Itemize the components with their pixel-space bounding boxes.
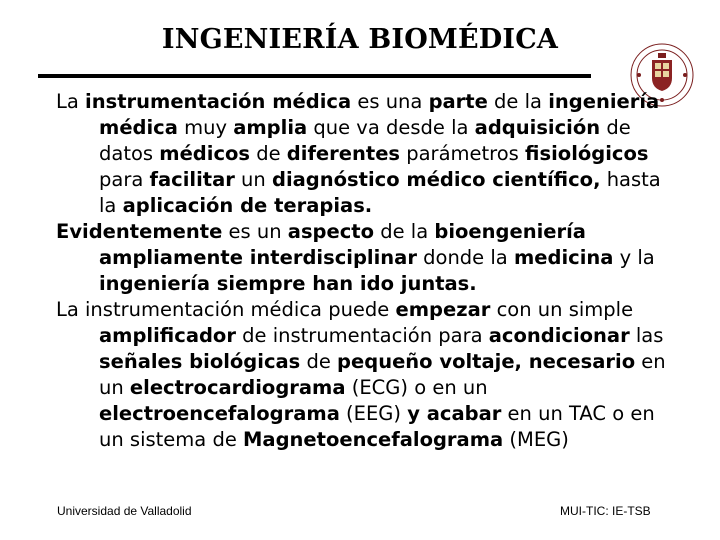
bold-text-run: electroencefalograma [99, 402, 340, 425]
bold-text-run: Evidentemente [56, 220, 223, 243]
bold-text-run: facilitar [149, 168, 235, 191]
text-run: con un simple [490, 298, 634, 321]
text-run: de la [487, 90, 549, 113]
bold-text-run: pequeño voltaje, necesario [337, 350, 636, 373]
text-run: La [56, 90, 86, 113]
bold-text-run: empezar [395, 298, 491, 321]
text-run: en un TAC o en un sistema de [99, 402, 655, 451]
text-run: es una [351, 90, 429, 113]
text-run: de datos [99, 116, 631, 165]
text-run: un [234, 168, 272, 191]
bold-text-run: medicina [513, 246, 614, 269]
bold-text-run: y acabar [407, 402, 502, 425]
text-run: y la [613, 246, 655, 269]
bold-text-run: ingeniería médica [99, 90, 660, 139]
text-run: hasta la [99, 168, 661, 217]
bold-text-run: electrocardiograma [129, 376, 346, 399]
bold-text-run: instrumentación médica [85, 90, 352, 113]
text-run: de la [374, 220, 435, 243]
text-run: para [99, 168, 150, 191]
slide-title: INGENIERÍA BIOMÉDICA [161, 24, 559, 55]
bold-text-run: acondicionar [488, 324, 630, 347]
bold-text-run: diferentes [286, 142, 401, 165]
text-run: La instrumentación médica puede [56, 298, 396, 321]
text-run: de instrumentación para [235, 324, 489, 347]
text-run: que va desde la [307, 116, 475, 139]
footer-course-code: MUI-TIC: IE-TSB [560, 504, 651, 518]
text-run: parámetros [400, 142, 526, 165]
bold-text-run: médicos [159, 142, 251, 165]
bold-text-run: parte [428, 90, 488, 113]
bold-text-run: fisiológicos [525, 142, 649, 165]
slide-body [56, 89, 666, 453]
bold-text-run: bioengeniería ampliamente interdisciplinar [99, 220, 586, 269]
bold-text-run: Magnetoencefalograma [243, 428, 504, 451]
text-run: (EEG) [339, 402, 408, 425]
text-run: en un [99, 350, 666, 399]
bold-text-run: diagnóstico médico científico, [271, 168, 601, 191]
paragraph [56, 219, 666, 297]
text-run: muy [177, 116, 234, 139]
bold-text-run: aplicación de terapias. [122, 194, 373, 217]
bold-text-run: amplia [233, 116, 308, 139]
text-run: (ECG) o en un [345, 376, 488, 399]
text-run: donde la [416, 246, 514, 269]
bold-text-run: aspecto [287, 220, 375, 243]
bold-text-run: ingeniería siempre han ido juntas. [99, 272, 477, 295]
bold-text-run: señales biológicas [99, 350, 301, 373]
text-run: es un [222, 220, 288, 243]
title-underline [38, 74, 591, 78]
text-run: las [629, 324, 664, 347]
bold-text-run: adquisición [474, 116, 601, 139]
text-run: de [300, 350, 338, 373]
paragraph [56, 297, 666, 453]
paragraph [56, 89, 666, 219]
bold-text-run: amplificador [99, 324, 236, 347]
text-run: de [250, 142, 287, 165]
footer-institution: Universidad de Valladolid [57, 504, 192, 518]
text-run: (MEG) [503, 428, 569, 451]
